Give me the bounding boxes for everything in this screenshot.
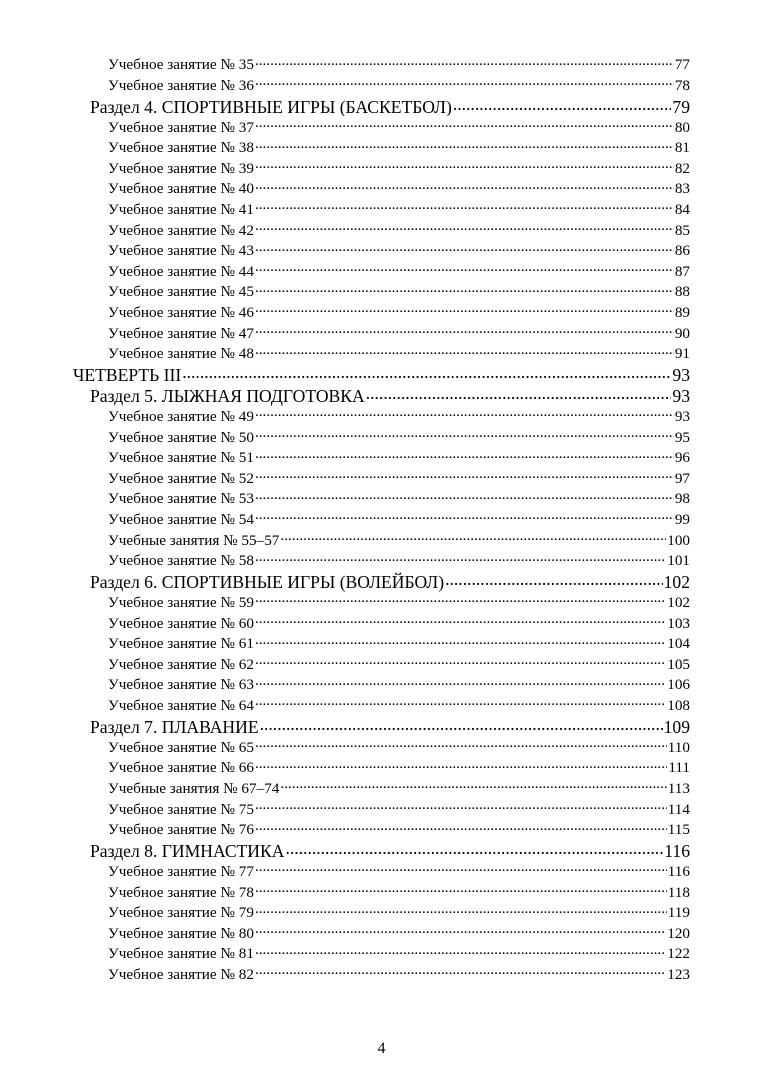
- toc-entry-lesson: [108, 116, 690, 137]
- page-number: 4: [377, 1040, 386, 1057]
- toc-entry-page: 116: [667, 862, 690, 880]
- dot-leader: [255, 302, 674, 317]
- toc-entry-title: Учебное занятие № 52: [108, 469, 254, 487]
- toc-entry-lesson: [108, 322, 690, 343]
- toc-entry-title: Учебное занятие № 59: [108, 594, 254, 611]
- toc-entry-lesson: [108, 488, 690, 509]
- toc-entry-page: 101: [667, 552, 690, 570]
- toc-entry-page: 90: [674, 324, 690, 342]
- toc-entry-page: 93: [674, 408, 690, 426]
- dot-leader: [255, 612, 666, 627]
- toc-entry-title: Учебное занятие № 81: [108, 945, 254, 963]
- toc-entry-page: 106: [667, 676, 690, 694]
- toc-entry-page: 93: [672, 386, 690, 406]
- dot-leader: [280, 529, 666, 544]
- toc-entry-page: 98: [674, 490, 690, 508]
- toc-entry-lesson: [108, 240, 690, 261]
- toc-entry-title: Учебное занятие № 53: [108, 490, 254, 508]
- toc-entry-page: 116: [664, 841, 690, 861]
- dot-leader: [255, 861, 667, 876]
- toc-entry-title: Учебные занятия № 67–74: [108, 779, 280, 797]
- toc-entry-page: 96: [674, 449, 690, 467]
- dot-leader: [255, 178, 674, 193]
- toc-entry-lesson: [108, 695, 690, 716]
- toc-entry-page: 122: [667, 945, 690, 963]
- dot-leader: [255, 674, 666, 689]
- toc-entry-title: Учебное занятие № 78: [108, 883, 254, 901]
- toc-entry-lesson: [108, 819, 690, 840]
- toc-entry-page: 89: [674, 303, 690, 321]
- toc-entry-lesson: [108, 447, 690, 468]
- toc-entry-page: 115: [667, 821, 690, 839]
- toc-entry-page: 84: [674, 200, 690, 218]
- dot-leader: [255, 737, 667, 752]
- toc-entry-lesson: [108, 923, 690, 944]
- toc-entry-lesson: [108, 75, 690, 96]
- toc-entry-page: 111: [668, 759, 690, 777]
- dot-leader: [255, 488, 674, 503]
- toc-entry-title: Учебное занятие № 48: [108, 345, 254, 363]
- dot-leader: [255, 757, 667, 772]
- dot-leader: [255, 509, 674, 524]
- toc-entry-lesson: [108, 654, 690, 675]
- toc-entry-title: Учебное занятие № 80: [108, 924, 254, 942]
- toc-entry-title: Учебное занятие № 64: [108, 696, 254, 714]
- dot-leader: [453, 95, 672, 113]
- toc-entry-lesson: [108, 592, 690, 613]
- toc-entry-lesson: [108, 674, 690, 695]
- toc-entry-lesson: [108, 302, 690, 323]
- toc-entry-page: 77: [674, 56, 690, 74]
- toc-entry-lesson: [108, 281, 690, 302]
- toc-entry-lesson: [108, 137, 690, 158]
- dot-leader: [255, 695, 666, 710]
- toc-entry-page: 105: [667, 655, 690, 673]
- toc-entry-lesson: [108, 54, 690, 75]
- toc-entry-lesson: [108, 612, 690, 633]
- toc-entry-page: 95: [674, 428, 690, 446]
- toc-entry-page: 82: [674, 159, 690, 177]
- toc-entry-title: Учебное занятие № 61: [108, 635, 254, 653]
- toc-entry-page: 104: [667, 635, 690, 653]
- dot-leader: [255, 199, 674, 214]
- toc-entry-lesson: [108, 219, 690, 240]
- dot-leader: [445, 571, 663, 589]
- dot-leader: [182, 364, 671, 382]
- toc-entry-title: ЧЕТВЕРТЬ III: [73, 365, 182, 385]
- toc-entry-title: Учебное занятие № 60: [108, 614, 254, 632]
- toc-entry-page: 119: [667, 904, 690, 922]
- dot-leader: [255, 923, 666, 938]
- dot-leader: [285, 840, 663, 858]
- toc-entry-page: 85: [674, 221, 690, 239]
- table-of-contents: [0, 54, 763, 984]
- dot-leader: [255, 819, 667, 834]
- toc-entry-title: Учебное занятие № 40: [108, 180, 254, 198]
- dot-leader: [255, 406, 674, 421]
- toc-entry-page: 118: [667, 883, 690, 901]
- toc-entry-title: Учебное занятие № 50: [108, 428, 254, 446]
- dot-leader: [255, 902, 667, 917]
- toc-entry-page: 102: [667, 594, 690, 611]
- toc-entry-title: Раздел 4. СПОРТИВНЫЕ ИГРЫ (БАСКЕТБОЛ): [90, 96, 452, 117]
- toc-entry-lesson: [108, 261, 690, 282]
- dot-leader: [255, 881, 667, 896]
- toc-entry-lesson: [108, 943, 690, 964]
- toc-entry-lesson: [108, 343, 690, 364]
- toc-entry-page: 102: [663, 572, 690, 592]
- dot-leader: [255, 426, 674, 441]
- toc-entry-lesson: [108, 158, 690, 179]
- toc-entry-lesson: [108, 737, 690, 758]
- dot-leader: [280, 778, 666, 793]
- toc-entry-title: Учебное занятие № 82: [108, 965, 254, 983]
- dot-leader: [255, 116, 674, 131]
- dot-leader: [255, 468, 674, 483]
- toc-entry-page: 113: [667, 779, 690, 797]
- dot-leader: [255, 798, 667, 813]
- dot-leader: [255, 447, 674, 462]
- toc-entry-title: Учебное занятие № 45: [108, 283, 254, 301]
- toc-entry-lesson: [108, 778, 690, 799]
- toc-entry-title: Учебное занятие № 58: [108, 552, 254, 570]
- toc-entry-title: Учебное занятие № 37: [108, 118, 254, 136]
- toc-entry-lesson: [108, 902, 690, 923]
- toc-entry-lesson: [108, 550, 690, 571]
- dot-leader: [255, 261, 674, 276]
- toc-entry-page: 79: [672, 96, 690, 117]
- toc-entry-title: Учебное занятие № 62: [108, 655, 254, 673]
- dot-leader: [260, 715, 663, 733]
- dot-leader: [255, 654, 666, 669]
- toc-entry-title: Раздел 7. ПЛАВАНИЕ: [90, 716, 259, 737]
- toc-entry-page: 99: [674, 511, 690, 529]
- dot-leader: [255, 54, 674, 69]
- toc-entry-quarter: [73, 364, 690, 385]
- toc-entry-page: 88: [674, 283, 690, 301]
- toc-entry-title: Учебное занятие № 77: [108, 862, 254, 880]
- toc-entry-lesson: [108, 529, 690, 550]
- dot-leader: [255, 550, 666, 565]
- toc-entry-page: 100: [667, 531, 690, 549]
- toc-entry-title: Учебное занятие № 36: [108, 76, 254, 94]
- toc-entry-title: Раздел 8. ГИМНАСТИКА: [90, 841, 285, 861]
- toc-entry-title: Раздел 6. СПОРТИВНЫЕ ИГРЫ (ВОЛЕЙБОЛ): [90, 572, 445, 592]
- toc-entry-title: Учебное занятие № 66: [108, 759, 254, 777]
- dot-leader: [255, 633, 666, 648]
- toc-entry-title: Учебное занятие № 47: [108, 324, 254, 342]
- toc-entry-lesson: [108, 178, 690, 199]
- toc-entry-lesson: [108, 881, 690, 902]
- toc-entry-title: Учебное занятие № 42: [108, 221, 254, 239]
- toc-entry-page: 103: [667, 614, 690, 632]
- toc-entry-page: 80: [674, 118, 690, 136]
- toc-entry-title: Учебное занятие № 63: [108, 676, 254, 694]
- dot-leader: [255, 219, 674, 234]
- toc-entry-title: Учебное занятие № 49: [108, 408, 254, 426]
- toc-entry-page: 87: [674, 262, 690, 280]
- toc-entry-title: Учебное занятие № 46: [108, 303, 254, 321]
- toc-entry-title: Учебное занятие № 51: [108, 449, 254, 467]
- toc-entry-page: 81: [674, 139, 690, 157]
- toc-entry-page: 93: [672, 365, 690, 385]
- dot-leader: [255, 137, 674, 152]
- toc-entry-title: Учебное занятие № 65: [108, 738, 254, 756]
- toc-entry-lesson: [108, 798, 690, 819]
- dot-leader: [255, 343, 674, 358]
- toc-entry-title: Учебное занятие № 38: [108, 139, 254, 157]
- toc-entry-lesson: [108, 406, 690, 427]
- toc-entry-page: 114: [667, 800, 690, 818]
- toc-entry-page: 83: [674, 180, 690, 198]
- toc-entry-section: [90, 715, 690, 736]
- dot-leader: [255, 592, 666, 607]
- toc-entry-section: [90, 385, 690, 406]
- toc-entry-lesson: [108, 861, 690, 882]
- toc-entry-section: [90, 95, 690, 116]
- toc-entry-title: Учебное занятие № 39: [108, 159, 254, 177]
- toc-entry-title: Учебное занятие № 35: [108, 56, 254, 74]
- toc-entry-title: Учебное занятие № 76: [108, 821, 254, 839]
- toc-entry-lesson: [108, 757, 690, 778]
- toc-entry-lesson: [108, 964, 690, 985]
- toc-entry-lesson: [108, 633, 690, 654]
- toc-entry-page: 123: [667, 965, 690, 983]
- toc-entry-page: 86: [674, 242, 690, 260]
- toc-entry-lesson: [108, 199, 690, 220]
- toc-entry-lesson: [108, 509, 690, 530]
- dot-leader: [255, 322, 674, 337]
- toc-entry-section: [90, 571, 690, 592]
- dot-leader: [255, 943, 666, 958]
- toc-entry-title: Учебное занятие № 41: [108, 200, 254, 218]
- dot-leader: [255, 964, 666, 979]
- toc-entry-title: Учебное занятие № 79: [108, 904, 254, 922]
- toc-entry-lesson: [108, 468, 690, 489]
- toc-entry-page: 78: [674, 76, 690, 94]
- toc-entry-title: Учебное занятие № 54: [108, 511, 254, 529]
- dot-leader: [366, 385, 672, 403]
- toc-entry-lesson: [108, 426, 690, 447]
- toc-entry-title: Учебное занятие № 43: [108, 242, 254, 260]
- dot-leader: [255, 240, 674, 255]
- toc-entry-page: 97: [674, 469, 690, 487]
- dot-leader: [255, 158, 674, 173]
- toc-entry-page: 108: [667, 696, 690, 714]
- dot-leader: [255, 75, 674, 90]
- toc-entry-title: Учебное занятие № 75: [108, 800, 254, 818]
- toc-entry-page: 120: [667, 924, 690, 942]
- toc-entry-title: Учебное занятие № 44: [108, 262, 254, 280]
- toc-entry-title: Учебные занятия № 55–57: [108, 531, 280, 549]
- toc-entry-page: 110: [667, 738, 690, 756]
- toc-entry-section: [90, 840, 690, 861]
- toc-entry-page: 91: [674, 345, 690, 363]
- dot-leader: [255, 281, 674, 296]
- toc-entry-title: Раздел 5. ЛЫЖНАЯ ПОДГОТОВКА: [90, 386, 365, 406]
- toc-entry-page: 109: [663, 716, 690, 737]
